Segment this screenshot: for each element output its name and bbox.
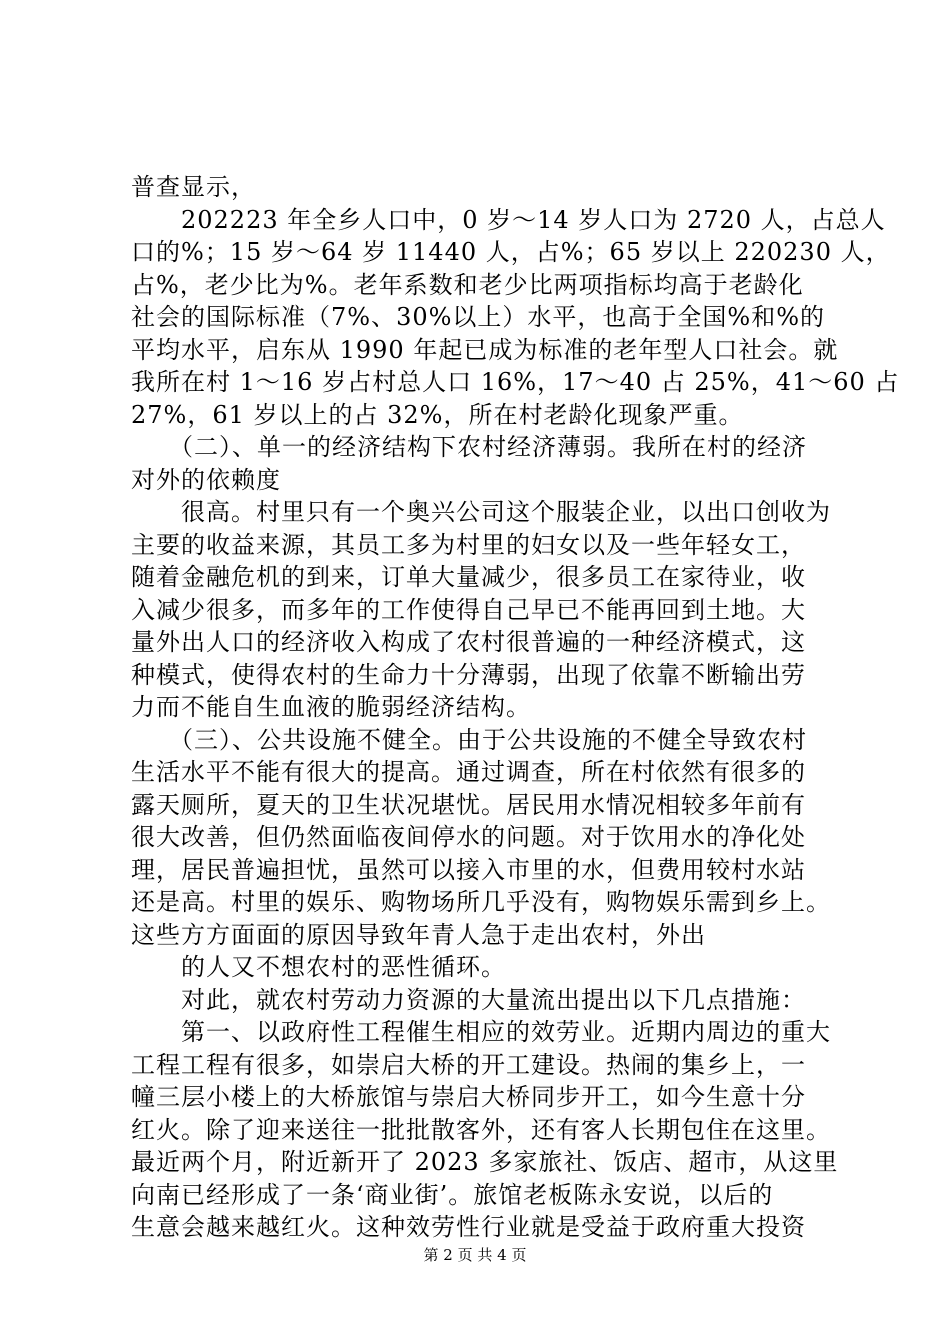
text-line: 对外的依赖度 xyxy=(131,466,281,494)
text-line: 最近两个月，附近新开了 2023 多家旅社、饭店、超市，从这里 xyxy=(131,1148,839,1176)
text-line: 还是高。村里的娱乐、购物场所几乎没有，购物娱乐需到乡上。 xyxy=(131,888,831,916)
text-line: 我所在村 1～16 岁占村总人口 16%，17～40 占 25%，41～60 占 xyxy=(131,368,900,396)
text-line: 很高。村里只有一个奥兴公司这个服装企业，以出口创收为 xyxy=(131,498,831,526)
text-line: 工程工程有很多，如崇启大桥的开工建设。热闹的集乡上，一 xyxy=(131,1051,806,1079)
text-line: 露天厕所，夏天的卫生状况堪忧。居民用水情况相较多年前有 xyxy=(131,791,806,819)
text-line: （二）、单一的经济结构下农村经济薄弱。我所在村的经济 xyxy=(131,433,807,461)
text-line: 对此，就农村劳动力资源的大量流出提出以下几点措施： xyxy=(131,986,806,1014)
text-line: 生活水平不能有很大的提高。通过调查，所在村依然有很多的 xyxy=(131,758,806,786)
text-line: 向南已经形成了一条‘商业街’。旅馆老板陈永安说，以后的 xyxy=(131,1181,774,1209)
text-line: 这些方方面面的原因导致年青人急于走出农村，外出 xyxy=(131,921,706,949)
text-line: 理，居民普遍担忧，虽然可以接入市里的水，但费用较村水站 xyxy=(131,856,806,884)
text-line: 占%，老少比为%。老年系数和老少比两项指标均高于老龄化 xyxy=(131,271,804,299)
text-line: 力而不能自生血液的脆弱经济结构。 xyxy=(131,693,531,721)
text-line: 第一、以政府性工程催生相应的效劳业。近期内周边的重大 xyxy=(131,1018,831,1046)
text-line: 入减少很多，而多年的工作使得自己早已不能再回到土地。大 xyxy=(131,596,806,624)
text-line: 生意会越来越红火。这种效劳性行业就是受益于政府重大投资 xyxy=(131,1213,806,1241)
text-line: 的人又不想农村的恶性循环。 xyxy=(131,953,506,981)
text-line: 很大改善，但仍然面临夜间停水的问题。对于饮用水的净化处 xyxy=(131,823,806,851)
text-line: 主要的收益来源，其员工多为村里的妇女以及一些年轻女工， xyxy=(131,531,806,559)
text-line: 社会的国际标准（7%、30%以上）水平，也高于全国%和%的 xyxy=(131,303,826,331)
text-line: 种模式，使得农村的生命力十分薄弱，出现了依靠不断输出劳 xyxy=(131,661,806,689)
text-line: （三）、公共设施不健全。由于公共设施的不健全导致农村 xyxy=(131,726,807,754)
text-line: 红火。除了迎来送往一批批散客外，还有客人长期包住在这里。 xyxy=(131,1116,831,1144)
text-line: 量外出人口的经济收入构成了农村很普遍的一种经济模式，这 xyxy=(131,628,806,656)
text-line: 口的%；15 岁～64 岁 11440 人，占%；65 岁以上 220230 人， xyxy=(131,238,891,266)
text-line: 27%，61 岁以上的占 32%，所在村老龄化现象严重。 xyxy=(131,401,744,429)
text-line: 随着金融危机的到来，订单大量减少，很多员工在家待业，收 xyxy=(131,563,806,591)
text-line: 普查显示， xyxy=(131,173,256,201)
text-line: 202223 年全乡人口中，0 岁～14 岁人口为 2720 人，占总人 xyxy=(131,206,886,234)
page-number-footer: 第 2 页 共 4 页 xyxy=(423,1246,527,1264)
text-line: 幢三层小楼上的大桥旅馆与崇启大桥同步开工，如今生意十分 xyxy=(131,1083,806,1111)
text-line: 平均水平，启东从 1990 年起已成为标准的老年型人口社会。就 xyxy=(131,336,839,364)
